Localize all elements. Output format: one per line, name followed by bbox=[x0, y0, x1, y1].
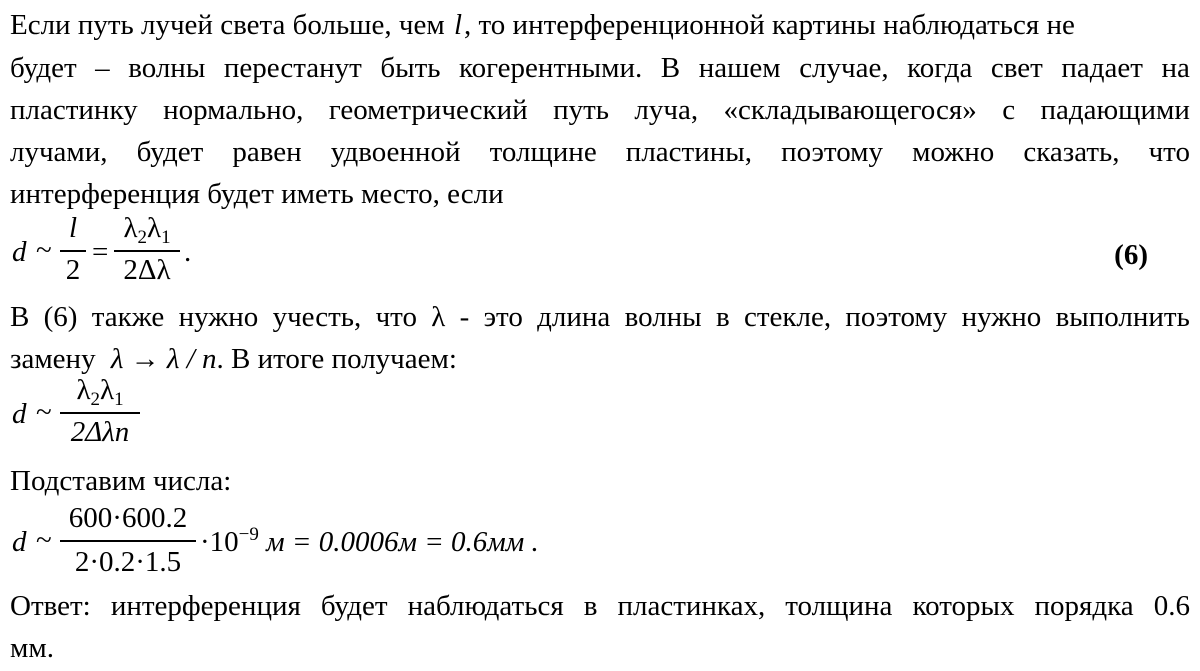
word: падающими bbox=[1040, 94, 1190, 126]
text-segment: Если путь лучей света больше, чем bbox=[10, 9, 445, 41]
eq6-period: . bbox=[184, 236, 192, 268]
word: нужно bbox=[961, 301, 1042, 333]
paragraph1-line4 bbox=[10, 132, 1190, 172]
paragraph2-line1 bbox=[10, 297, 1190, 337]
word: - bbox=[459, 301, 470, 333]
word: лучами, bbox=[10, 136, 108, 168]
lambda-symbol: λ bbox=[123, 212, 138, 244]
subscript: 2 bbox=[137, 227, 147, 248]
word: будет bbox=[10, 52, 77, 84]
answer-line2: мм. bbox=[10, 632, 54, 664]
word: также bbox=[91, 301, 165, 333]
word: волны bbox=[128, 52, 206, 84]
eq8-result: м = 0.0006м = 0.6мм . bbox=[266, 526, 539, 558]
fraction-bar bbox=[114, 250, 180, 252]
word: стекле, bbox=[743, 301, 832, 333]
paragraph2-line2 bbox=[10, 339, 1190, 379]
substitute-label: Подставим числа: bbox=[10, 465, 232, 497]
lambda-symbol: λ bbox=[76, 374, 91, 406]
lambda-symbol: λ bbox=[147, 212, 162, 244]
word: случае, bbox=[799, 52, 889, 84]
word: пластинку bbox=[10, 94, 138, 126]
word: сказать, bbox=[1023, 136, 1120, 168]
power-of-ten: ·10 bbox=[200, 526, 239, 558]
word: можно bbox=[912, 136, 995, 168]
word: нормально, bbox=[163, 94, 304, 126]
eq6-fraction1 bbox=[60, 210, 86, 290]
word: равен bbox=[232, 136, 302, 168]
eq7-denominator: 2Δλn bbox=[70, 416, 130, 448]
word: порядка bbox=[1034, 590, 1134, 622]
word: что bbox=[1148, 136, 1190, 168]
eq7-sim: ~ bbox=[36, 396, 52, 428]
word: будет bbox=[136, 136, 204, 168]
eq7-fraction bbox=[60, 372, 140, 452]
word: пластинках, bbox=[617, 590, 766, 622]
word: волны bbox=[624, 301, 702, 333]
word: λ bbox=[431, 301, 446, 333]
fraction-bar bbox=[60, 250, 86, 252]
eq6-sim: ~ bbox=[36, 234, 52, 266]
word: будет bbox=[320, 590, 388, 622]
word: когда bbox=[907, 52, 973, 84]
paragraph1-line5: интерференция будет иметь место, если bbox=[10, 178, 504, 210]
word: поэтому bbox=[781, 136, 883, 168]
word: удвоенной bbox=[330, 136, 461, 168]
word: учесть, bbox=[272, 301, 362, 333]
eq6-f1-denominator: 2 bbox=[65, 254, 81, 286]
paragraph1-line1 bbox=[10, 5, 1190, 45]
subscript: 1 bbox=[161, 227, 171, 248]
eq6-fraction2 bbox=[114, 210, 180, 290]
text-segment: замену bbox=[10, 343, 96, 375]
word: когерентными. bbox=[459, 52, 643, 84]
eq7-numerator bbox=[60, 374, 140, 410]
word: нашем bbox=[698, 52, 781, 84]
text-segment: . В итоге получаем: bbox=[216, 343, 457, 375]
eq8-sim: ~ bbox=[36, 524, 52, 556]
word: В bbox=[660, 52, 681, 84]
l-symbol: l bbox=[453, 9, 463, 41]
word: перестанут bbox=[223, 52, 362, 84]
eq6-lhs: d bbox=[12, 236, 27, 268]
eq7-lhs: d bbox=[12, 398, 27, 430]
word: луча, bbox=[634, 94, 699, 126]
word: падает bbox=[1061, 52, 1143, 84]
eq8-lhs: d bbox=[12, 526, 27, 558]
subscript: 1 bbox=[114, 389, 124, 410]
word: Ответ: bbox=[10, 590, 91, 622]
word: толщине bbox=[489, 136, 597, 168]
eq8-numerator: 600·600.2 bbox=[68, 502, 188, 534]
word: выполнить bbox=[1055, 301, 1190, 333]
equation-number: (6) bbox=[1114, 239, 1148, 271]
word: пластины, bbox=[625, 136, 752, 168]
word: быть bbox=[380, 52, 441, 84]
exponent: −9 bbox=[238, 524, 259, 545]
eq6-f1-numerator: l bbox=[68, 212, 78, 244]
word: «складывающегося» bbox=[723, 94, 977, 126]
word: что bbox=[375, 301, 417, 333]
word: с bbox=[1002, 94, 1016, 126]
answer-line1 bbox=[10, 586, 1190, 626]
word: нужно bbox=[178, 301, 259, 333]
word: 0.6 bbox=[1153, 590, 1190, 622]
fraction-bar bbox=[60, 412, 140, 414]
word: в bbox=[715, 301, 730, 333]
word: это bbox=[483, 301, 523, 333]
word: В bbox=[10, 301, 30, 333]
word: свет bbox=[990, 52, 1043, 84]
word: в bbox=[583, 590, 598, 622]
subscript: 2 bbox=[90, 389, 100, 410]
word: поэтому bbox=[845, 301, 948, 333]
eq6-equals: = bbox=[92, 236, 109, 268]
word: интерференция bbox=[110, 590, 301, 622]
eq6-f2-denominator: 2Δλ bbox=[123, 254, 171, 286]
eq8-denominator: 2·0.2·1.5 bbox=[74, 546, 182, 578]
eq8-fraction bbox=[60, 500, 196, 584]
word: на bbox=[1161, 52, 1190, 84]
word: толщина bbox=[785, 590, 893, 622]
word: (6) bbox=[43, 301, 78, 333]
lambda-symbol: λ bbox=[100, 374, 115, 406]
eq6-f2-numerator bbox=[114, 212, 180, 248]
text-segment: , то интерференционной картины наблюдаться не bbox=[464, 9, 1075, 41]
word: длина bbox=[537, 301, 611, 333]
paragraph1-line2 bbox=[10, 48, 1190, 88]
paragraph1-line3 bbox=[10, 90, 1190, 130]
replacement-formula: λ → λ / n bbox=[110, 343, 217, 375]
fraction-bar bbox=[60, 540, 196, 542]
word: наблюдаться bbox=[407, 590, 564, 622]
word: которых bbox=[912, 590, 1015, 622]
word: геометрический bbox=[328, 94, 528, 126]
eq8-rest bbox=[200, 526, 539, 562]
word: путь bbox=[553, 94, 609, 126]
word: – bbox=[95, 52, 110, 84]
